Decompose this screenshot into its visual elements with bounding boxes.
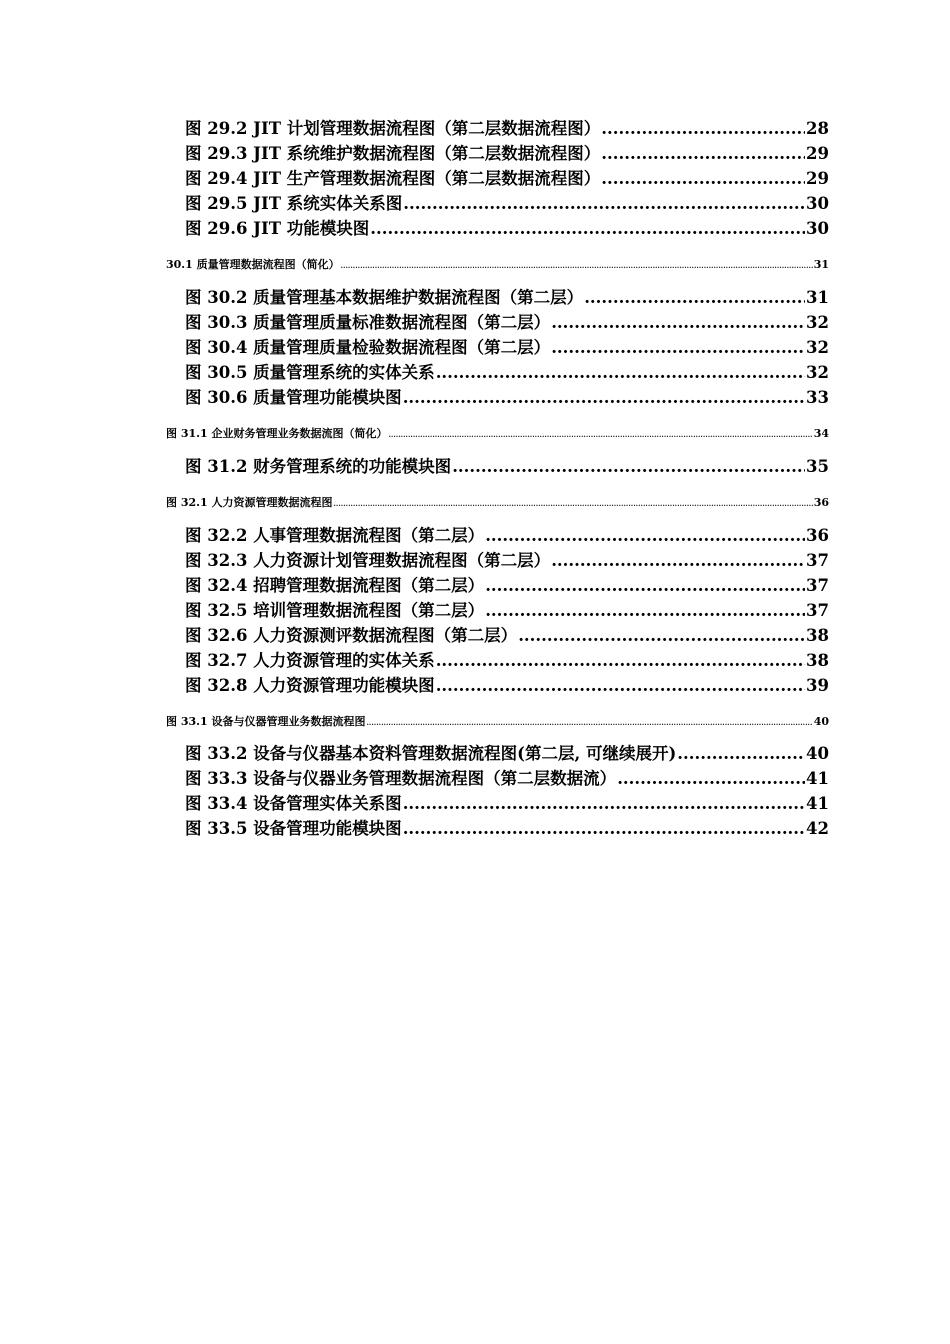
toc-entry[interactable] [185,192,829,216]
toc-entry-title: 图 33.4 设备管理实体关系图 [185,794,402,813]
toc-entry[interactable] [185,167,829,191]
toc-leader-dots [403,817,805,841]
toc-entry-page: 35 [806,457,829,476]
toc-entry-title: 图 29.4 JIT 生产管理数据流程图（第二层数据流程图） [185,169,601,188]
toc-leader-dots [485,574,805,598]
toc-entry[interactable] [166,494,829,512]
toc-leader-dots [485,524,805,548]
toc-entry[interactable] [185,742,829,766]
toc-entry-title: 图 33.2 设备与仪器基本资料管理数据流程图(第二层, 可继续展开) [185,744,677,763]
toc-entry-title: 图 32.8 人力资源管理功能模块图 [185,676,435,695]
toc-entry[interactable] [185,217,829,241]
toc-entry-title: 图 32.7 人力资源管理的实体关系 [185,651,435,670]
toc-leader-dots [436,674,805,698]
toc-entry-page: 36 [813,496,829,509]
toc-entry[interactable] [185,599,829,623]
toc-entry-page: 29 [806,144,829,163]
toc-entry-title: 图 30.3 质量管理质量标准数据流程图（第二层） [185,313,551,332]
toc-entry-page: 30 [806,219,829,238]
toc-entry-page: 40 [806,744,829,763]
toc-entry[interactable] [185,817,829,841]
toc-entry-page: 38 [806,626,829,645]
toc-entry-title: 图 30.2 质量管理基本数据维护数据流程图（第二层） [185,288,584,307]
toc-entry-title: 图 30.6 质量管理功能模块图 [185,388,402,407]
toc-leader-dots [403,386,805,410]
toc-leader-dots [551,336,805,360]
toc-entry[interactable] [185,792,829,816]
toc-entry-page: 28 [806,119,829,138]
toc-leader-dots [601,167,805,191]
toc-entry[interactable] [166,256,829,274]
toc-entry-page: 32 [806,313,829,332]
toc-leader-dots [366,713,812,732]
toc-entry[interactable] [185,524,829,548]
toc-entry-title: 图 29.6 JIT 功能模块图 [185,219,370,238]
toc-leader-dots [388,425,812,444]
toc-entry-title: 图 29.5 JIT 系统实体关系图 [185,194,403,213]
toc-leader-dots [341,256,813,275]
toc-entry-title: 图 33.3 设备与仪器业务管理数据流程图（第二层数据流） [185,769,617,788]
toc-entry-page: 32 [806,338,829,357]
toc-entry-title: 图 31.2 财务管理系统的功能模块图 [185,457,452,476]
toc-entry-title: 图 32.2 人事管理数据流程图（第二层） [185,526,485,545]
toc-leader-dots [485,599,805,623]
toc-entry-page: 37 [806,576,829,595]
toc-entry[interactable] [185,767,829,791]
toc-entry[interactable] [185,142,829,166]
toc-leader-dots [551,311,805,335]
toc-entry-page: 34 [813,427,829,440]
toc-entry[interactable] [185,311,829,335]
toc-entry[interactable] [166,713,829,731]
toc-entry[interactable] [185,336,829,360]
toc-entry-title: 图 30.5 质量管理系统的实体关系 [185,363,435,382]
toc-leader-dots [370,217,805,241]
toc-entry-title: 图 33.1 设备与仪器管理业务数据流程图 [166,715,366,728]
toc-entry-page: 41 [806,794,829,813]
toc-leader-dots [584,286,805,310]
toc-entry[interactable] [166,425,829,443]
toc-entry-page: 39 [806,676,829,695]
toc-entry-page: 31 [806,288,829,307]
toc-leader-dots [518,624,805,648]
toc-entry-page: 41 [806,769,829,788]
toc-entry[interactable] [185,574,829,598]
toc-entry[interactable] [185,624,829,648]
toc-leader-dots [333,494,812,513]
toc-entry[interactable] [185,386,829,410]
toc-entry-title: 图 31.1 企业财务管理业务数据流图（简化） [166,427,388,440]
toc-leader-dots [403,792,805,816]
toc-entry-title: 图 32.1 人力资源管理数据流程图 [166,496,333,509]
toc-entry-page: 36 [806,526,829,545]
toc-entry-title: 30.1 质量管理数据流程图（简化） [166,258,340,271]
toc-entry[interactable] [185,674,829,698]
toc-entry-page: 29 [806,169,829,188]
toc-entry-page: 38 [806,651,829,670]
toc-leader-dots [436,649,805,673]
toc-leader-dots [551,549,805,573]
toc-entry-title: 图 32.6 人力资源测评数据流程图（第二层） [185,626,518,645]
toc-leader-dots [436,361,805,385]
toc-entry[interactable] [185,286,829,310]
toc-entry-page: 30 [806,194,829,213]
toc-entry-title: 图 32.5 培训管理数据流程图（第二层） [185,601,485,620]
toc-entry-page: 40 [813,715,829,728]
toc-leader-dots [677,742,805,766]
toc-entry[interactable] [185,649,829,673]
toc-entry-title: 图 29.3 JIT 系统维护数据流程图（第二层数据流程图） [185,144,601,163]
toc-entry-page: 33 [806,388,829,407]
toc-entry-title: 图 29.2 JIT 计划管理数据流程图（第二层数据流程图） [185,119,601,138]
toc-entry-page: 37 [806,551,829,570]
toc-entry[interactable] [185,117,829,141]
toc-entry[interactable] [185,549,829,573]
toc-leader-dots [452,455,805,479]
toc-leader-dots [601,142,805,166]
toc-leader-dots [403,192,805,216]
toc-entry-title: 图 33.5 设备管理功能模块图 [185,819,402,838]
toc-leader-dots [601,117,805,141]
toc-leader-dots [617,767,805,791]
toc-entry-page: 42 [806,819,829,838]
toc-entry[interactable] [185,361,829,385]
toc-entry-page: 32 [806,363,829,382]
toc-entry[interactable] [185,455,829,479]
toc-entry-title: 图 32.3 人力资源计划管理数据流程图（第二层） [185,551,551,570]
toc-entry-page: 31 [813,258,829,271]
toc-entry-title: 图 32.4 招聘管理数据流程图（第二层） [185,576,485,595]
toc-entry-title: 图 30.4 质量管理质量检验数据流程图（第二层） [185,338,551,357]
toc-entry-page: 37 [806,601,829,620]
